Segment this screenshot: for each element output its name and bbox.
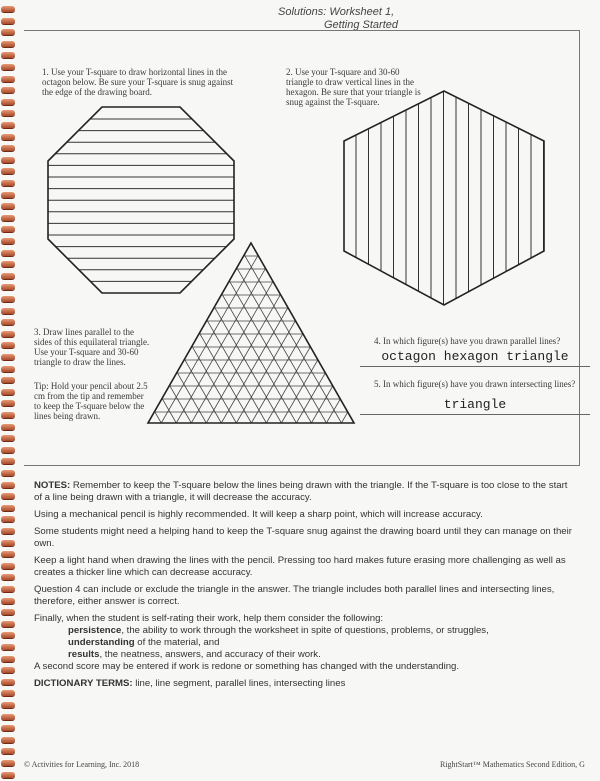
spiral-binding [0,6,20,776]
criterion-persistence: persistence, the ability to work through the worksheet in spite of questions, problems, or struggles, [68,625,489,636]
spiral-ring [1,447,15,453]
question-2: 2. Use your T-square and 30-60 triangle to draw vertical lines in the hexagon. Be sure that your triangle is snug against the T-square. [286,67,421,107]
spiral-ring [1,574,15,580]
spiral-ring [1,400,15,406]
note-5: Question 4 can include or exclude the triangle in the answer. The triangle includes both parallel lines and intersecting lines, therefore, either answer is correct. [34,584,555,607]
spiral-ring [1,110,15,116]
spiral-ring [1,621,15,627]
spiral-ring [1,528,15,534]
spiral-ring [1,18,15,24]
question-4: 4. In which figure(s) have you drawn parallel lines? [374,336,561,346]
spiral-ring [1,180,15,186]
spiral-ring [1,389,15,395]
spiral-ring [1,493,15,499]
worksheet-panel [24,30,580,466]
spiral-ring [1,238,15,244]
spiral-ring [1,598,15,604]
spiral-ring [1,772,15,778]
spiral-ring [1,122,15,128]
note-3: Some students might need a helping hand to keep the T-square snug against the drawing board until they can manage on their own. [34,526,572,549]
spiral-ring [1,714,15,720]
triangle-diagonal-line [266,241,371,423]
spiral-ring [1,377,15,383]
spiral-ring [1,261,15,267]
spiral-ring [1,134,15,140]
spiral-ring [1,52,15,58]
note-6: Finally, when the student is self-rating their work, help them consider the following: [34,613,384,624]
spiral-ring [1,470,15,476]
question-3: 3. Draw lines parallel to the sides of this equilateral triangle. Use your T-square and 30-60 triangle to draw the lines. [34,327,150,367]
spiral-ring [1,725,15,731]
spiral-ring [1,435,15,441]
spiral-ring [1,354,15,360]
spiral-ring [1,366,15,372]
footer-copyright: © Activities for Learning, Inc. 2018 [24,760,140,769]
spiral-ring [1,41,15,47]
spiral-ring [1,145,15,151]
question-5: 5. In which figure(s) have you drawn intersecting lines? [374,379,576,389]
triangle-diagonal-line [146,241,251,423]
triangle-diagonal-line [251,241,356,423]
spiral-ring [1,168,15,174]
spiral-ring [1,319,15,325]
spiral-ring [1,412,15,418]
note-2: Using a mechanical pencil is highly recommended. It will keep a sharp point, which will increase accuracy. [34,509,483,520]
page-header [260,6,460,32]
spiral-ring [1,644,15,650]
spiral-ring [1,215,15,221]
spiral-ring [1,586,15,592]
spiral-ring [1,6,15,12]
triangle-figure [146,241,356,425]
triangle-diagonal-line [131,241,236,423]
spiral-ring [1,64,15,70]
hexagon-figure [342,89,546,309]
spiral-ring [1,87,15,93]
spiral-ring [1,226,15,232]
footer-edition: RightStart™ Mathematics Second Edition, G [440,760,585,769]
spiral-ring [1,273,15,279]
spiral-ring [1,760,15,766]
spiral-ring [1,748,15,754]
criterion-understanding: understanding of the material, and [68,637,220,648]
spiral-ring [1,551,15,557]
note-7: A second score may be entered if work is redone or something has changed with the understanding. [34,661,460,672]
spiral-ring [1,284,15,290]
spiral-ring [1,690,15,696]
dictionary-terms: DICTIONARY TERMS: line, line segment, parallel lines, intersecting lines [34,678,346,689]
spiral-ring [1,157,15,163]
spiral-ring [1,296,15,302]
spiral-ring [1,424,15,430]
spiral-ring [1,632,15,638]
spiral-ring [1,505,15,511]
spiral-ring [1,308,15,314]
answer-5: triangle [360,397,590,415]
spiral-ring [1,203,15,209]
note-1: NOTES: Remember to keep the T-square below the lines being drawn with the triangle. If the T-square is too close to the start of a line being drawn with a triangle, it will decrease the accuracy. [34,480,568,503]
spiral-ring [1,702,15,708]
header-line-1: Solutions: Worksheet 1, [278,6,395,18]
spiral-ring [1,516,15,522]
spiral-ring [1,458,15,464]
notes-section [34,480,574,695]
spiral-ring [1,540,15,546]
spiral-ring [1,482,15,488]
answer-4: octagon hexagon triangle [360,349,590,367]
question-1: 1. Use your T-square to draw horizontal lines in the octagon below. Be sure your T-square is snug against the edge of the drawing board. [42,67,234,97]
spiral-ring [1,331,15,337]
spiral-ring [1,609,15,615]
spiral-ring [1,342,15,348]
spiral-ring [1,679,15,685]
spiral-ring [1,667,15,673]
spiral-ring [1,99,15,105]
note-4: Keep a light hand when drawing the lines with the pencil. Pressing too hard makes future erasing more challenging as well as creates a thicker line which can decrease accuracy. [34,555,566,578]
spiral-ring [1,563,15,569]
spiral-ring [1,250,15,256]
tip-text: Tip: Hold your pencil about 2.5 cm from the tip and remember to keep the T-square below the lines being drawn. [34,381,148,421]
spiral-ring [1,29,15,35]
notes-label: NOTES: [34,480,71,491]
header-line-2: Getting Started [324,19,398,31]
criterion-results: results, the neatness, answers, and accuracy of their work. [68,649,321,660]
spiral-ring [1,656,15,662]
spiral-ring [1,737,15,743]
spiral-ring [1,192,15,198]
spiral-ring [1,76,15,82]
